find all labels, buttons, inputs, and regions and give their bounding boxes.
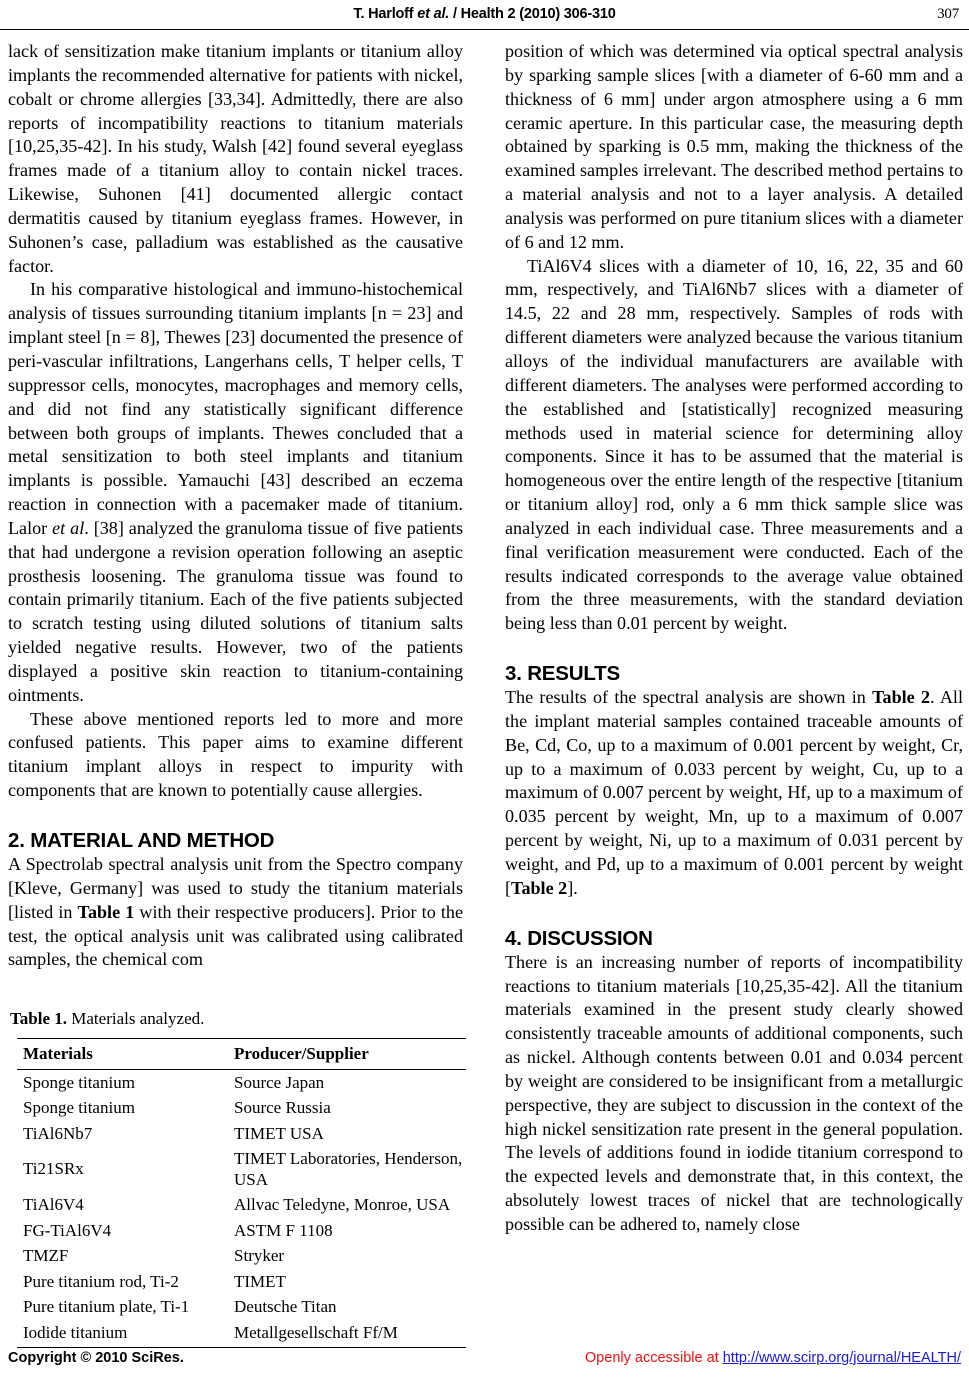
open-access-label: Openly accessible at xyxy=(584,1350,723,1366)
page-footer xyxy=(0,1350,969,1372)
table-row xyxy=(17,1121,466,1147)
paragraph-spectrolab-part1: A Spectrolab spectral analysis unit from the Spectro company [Kleve, Germany] was used to study the titanium materials [listed in xyxy=(8,854,463,922)
cell-producer: Allvac Teledyne, Monroe, USA xyxy=(234,1195,451,1215)
cell-producer: TIMET Laboratories, Henderson, USA xyxy=(234,1149,463,1189)
table-row xyxy=(17,1218,466,1244)
running-head-et-al: et al. xyxy=(417,6,450,22)
copyright-notice: Copyright © 2010 SciRes. xyxy=(8,1350,184,1366)
table1-block xyxy=(8,1008,463,1348)
paragraph-sensitization: lack of sensitization make titanium implants or titanium alloy implants the recommended alternative for patients with nickel, cobalt or chrome allergies [33,34]. Admittedly, there are also reports of incompatibility reactions to titanium materials [10,25,35-42]. In his study, Walsh [42] found several eyeglass frames made of a titanium alloy to contain nickel traces. Likewise, Suhonen [41] documented allergic contact dermatitis caused by titanium eyeglass frames. However, in Suhonen’s case, palladium was established as the causative factor. xyxy=(8,41,463,276)
paragraph-spectrolab-part2: with their respective producers]. Prior to the test, the optical analysis unit was calibrated using calibrated samples, the chemical com xyxy=(8,901,463,970)
table-row xyxy=(17,1269,466,1295)
paragraph-slices: TiAl6V4 slices with a diameter of 10, 16, 22, 35 and 60 mm, respectively, and TiAl6Nb7 slices with a diameter of 14.5, 22 and 28 mm, respectively. Samples of rods with different diameters were analyzed because the various titanium alloys of the individual manufacturers are available with different diameters. The analyses were performed according to the established and [statistically] recognized measuring methods used in material science for determining alloy components. Since it has to be assumed that the material is homogeneous over the entire length of the respective [titanium or titanium alloy] rod, only a 6 mm thick sample slice was analyzed in each individual case. Three measurements and a final verification measurement were conducted. Each of the results indicated corresponds to the average value obtained from the three measurements, with the standard deviation being less than 0.01 percent by weight. xyxy=(505,255,963,634)
table-header-row xyxy=(17,1039,466,1070)
table-row xyxy=(17,1096,466,1122)
table2-reference-first: Table 2 xyxy=(872,687,931,708)
column-header-producer: Producer/Supplier xyxy=(228,1039,466,1070)
materials-table-body xyxy=(17,1070,466,1348)
table1-caption xyxy=(10,1008,463,1029)
cell-material: Iodide titanium xyxy=(17,1320,228,1348)
cell-producer: TIMET USA xyxy=(234,1123,324,1143)
cell-material: Ti21SRx xyxy=(23,1159,84,1179)
cell-material: FG-TiAl6V4 xyxy=(23,1220,112,1240)
paragraph-thewes xyxy=(8,278,463,707)
table-row xyxy=(17,1070,466,1096)
journal-url-link[interactable]: http://www.scirp.org/journal/HEALTH/ xyxy=(722,1350,961,1366)
table1-caption-label: Table 1. xyxy=(10,1009,68,1029)
paragraph-confused-patients: These above mentioned reports led to more and more confused patients. This paper aims to examine different titanium implant alloys in respect to impurity with components that are known to potentially cause allergies. xyxy=(8,708,463,801)
cell-producer: Metallgesellschaft Ff/M xyxy=(228,1320,466,1348)
cell-material: TMZF xyxy=(23,1246,69,1266)
paragraph-thewes-part2: . [38] analyzed the granuloma tissue of five patients that had undergone a revision operation following an aseptic prosthesis loosening. The granuloma tissue was found to contain primarily titanium. Each of the five patients subjected to scratch testing using diluted solutions of titanium salts yielded negative results. However, two of the patients displayed a positive skin reaction to titanium-containing ointments. xyxy=(8,517,463,705)
cell-producer: Deutsche Titan xyxy=(234,1297,337,1317)
cell-material: Sponge titanium xyxy=(23,1072,135,1092)
paragraph-results-part3: ]. xyxy=(567,877,578,898)
right-column xyxy=(505,40,963,1237)
page-number: 307 xyxy=(937,6,959,22)
running-head-citation xyxy=(0,6,969,22)
materials-table-head xyxy=(17,1039,466,1070)
heading-discussion: 4. DISCUSSION xyxy=(505,926,653,950)
cell-material: Pure titanium rod, Ti-2 xyxy=(23,1271,179,1291)
paragraph-results-part1: The results of the spectral analysis are shown in xyxy=(505,687,873,708)
materials-table xyxy=(17,1038,466,1348)
open-access-notice xyxy=(585,1350,961,1366)
table1-reference: Table 1 xyxy=(77,901,135,922)
paragraph-results-part2: . All the implant material samples contained traceable amounts of Be, Cd, Co, up to a maximum of 0.001 percent by weight, Cr, up to a maximum of 0.033 percent by weight, Cu, up to a maximum of 0.007 percent by weight, Hf, up to a maximum of 0.035 percent by weight, Mn, up to a maximum of 0.007 percent by weight, Ni, up to a maximum of 0.031 percent by weight, and Pd, up to a maximum of 0.001 percent by weight [ xyxy=(505,687,963,898)
cell-producer: Source Russia xyxy=(234,1098,331,1118)
running-head-journal: / Health 2 (2010) 306-310 xyxy=(449,6,616,22)
table-row xyxy=(17,1193,466,1219)
cell-producer: TIMET xyxy=(234,1271,286,1291)
column-header-materials: Materials xyxy=(17,1039,228,1070)
header-divider xyxy=(0,29,969,30)
paragraph-spectral-position: position of which was determined via optical spectral analysis by sparking sample slices [with a diameter of 6-60 mm and a thickness of 6 mm] under argon atmosphere using a 6 mm ceramic aperture. In this particular case, the measuring depth obtained by sparking is 0.5 mm, making the thickness of the examined samples irrelevant. The described method pertains to a material analysis and not to a layer analysis. A detailed analysis was performed on pure titanium slices with a diameter of 6 and 12 mm. xyxy=(505,41,963,252)
cell-producer: ASTM F 1108 xyxy=(234,1220,333,1240)
table2-reference-second: Table 2 xyxy=(511,877,568,898)
left-column xyxy=(8,40,463,1348)
table-row xyxy=(17,1320,466,1348)
table-row xyxy=(17,1295,466,1321)
table-row xyxy=(17,1244,466,1270)
cell-material: Sponge titanium xyxy=(23,1098,135,1118)
heading-material-and-method: 2. MATERIAL AND METHOD xyxy=(8,829,275,852)
cell-producer: Stryker xyxy=(234,1246,285,1266)
paragraph-thewes-part1: In his comparative histological and immuno-histochemical analysis of tissues surrounding titanium implants [n = 23] and implant steel [n = 8], Thewes [23] documented the presence of peri-vascular infiltrations, Langerhans cells, T helper cells, T suppressor cells, monocytes, macrophages and memory cells, and did not find any statistically significant difference between both groups of implants. Thewes concluded that a metal sensitization to both steel implants and titanium implants is possible. Yamauchi [43] described an eczema reaction in connection with a pacemaker made of titanium. Lalor xyxy=(8,279,463,538)
running-head-author: T. Harloff xyxy=(353,6,418,22)
paragraph-discussion: There is an increasing number of reports of incompatibility reactions to titanium materials [10,25,35-42]. All the titanium materials examined in the present study clearly showed consistently traceable amounts of additional components, such as nickel. Although contents between 0.01 and 0.034 percent by weight are considered to be insignificant from a metallurgic perspective, they are subject to discussion in the context of the high nickel sensitization rate present in the general population. The levels of additions found in iodide titanium correspond to the expected levels and demonstrate that, in this context, the absolutely lowest traces of nickel that are technologically possible can be adhered to, namely close xyxy=(505,951,963,1234)
table-row xyxy=(17,1147,466,1193)
paragraph-results xyxy=(505,686,963,901)
cell-producer: Source Japan xyxy=(234,1072,325,1092)
citation-et-al-italic: et al xyxy=(52,517,85,538)
cell-material: TiAl6Nb7 xyxy=(23,1123,93,1143)
heading-results: 3. RESULTS xyxy=(505,662,620,686)
table1-caption-text: Materials analyzed. xyxy=(67,1009,205,1029)
paragraph-spectrolab xyxy=(8,853,463,972)
cell-material: Pure titanium plate, Ti-1 xyxy=(23,1297,190,1317)
running-head xyxy=(0,6,969,26)
cell-material: TiAl6V4 xyxy=(23,1195,84,1215)
